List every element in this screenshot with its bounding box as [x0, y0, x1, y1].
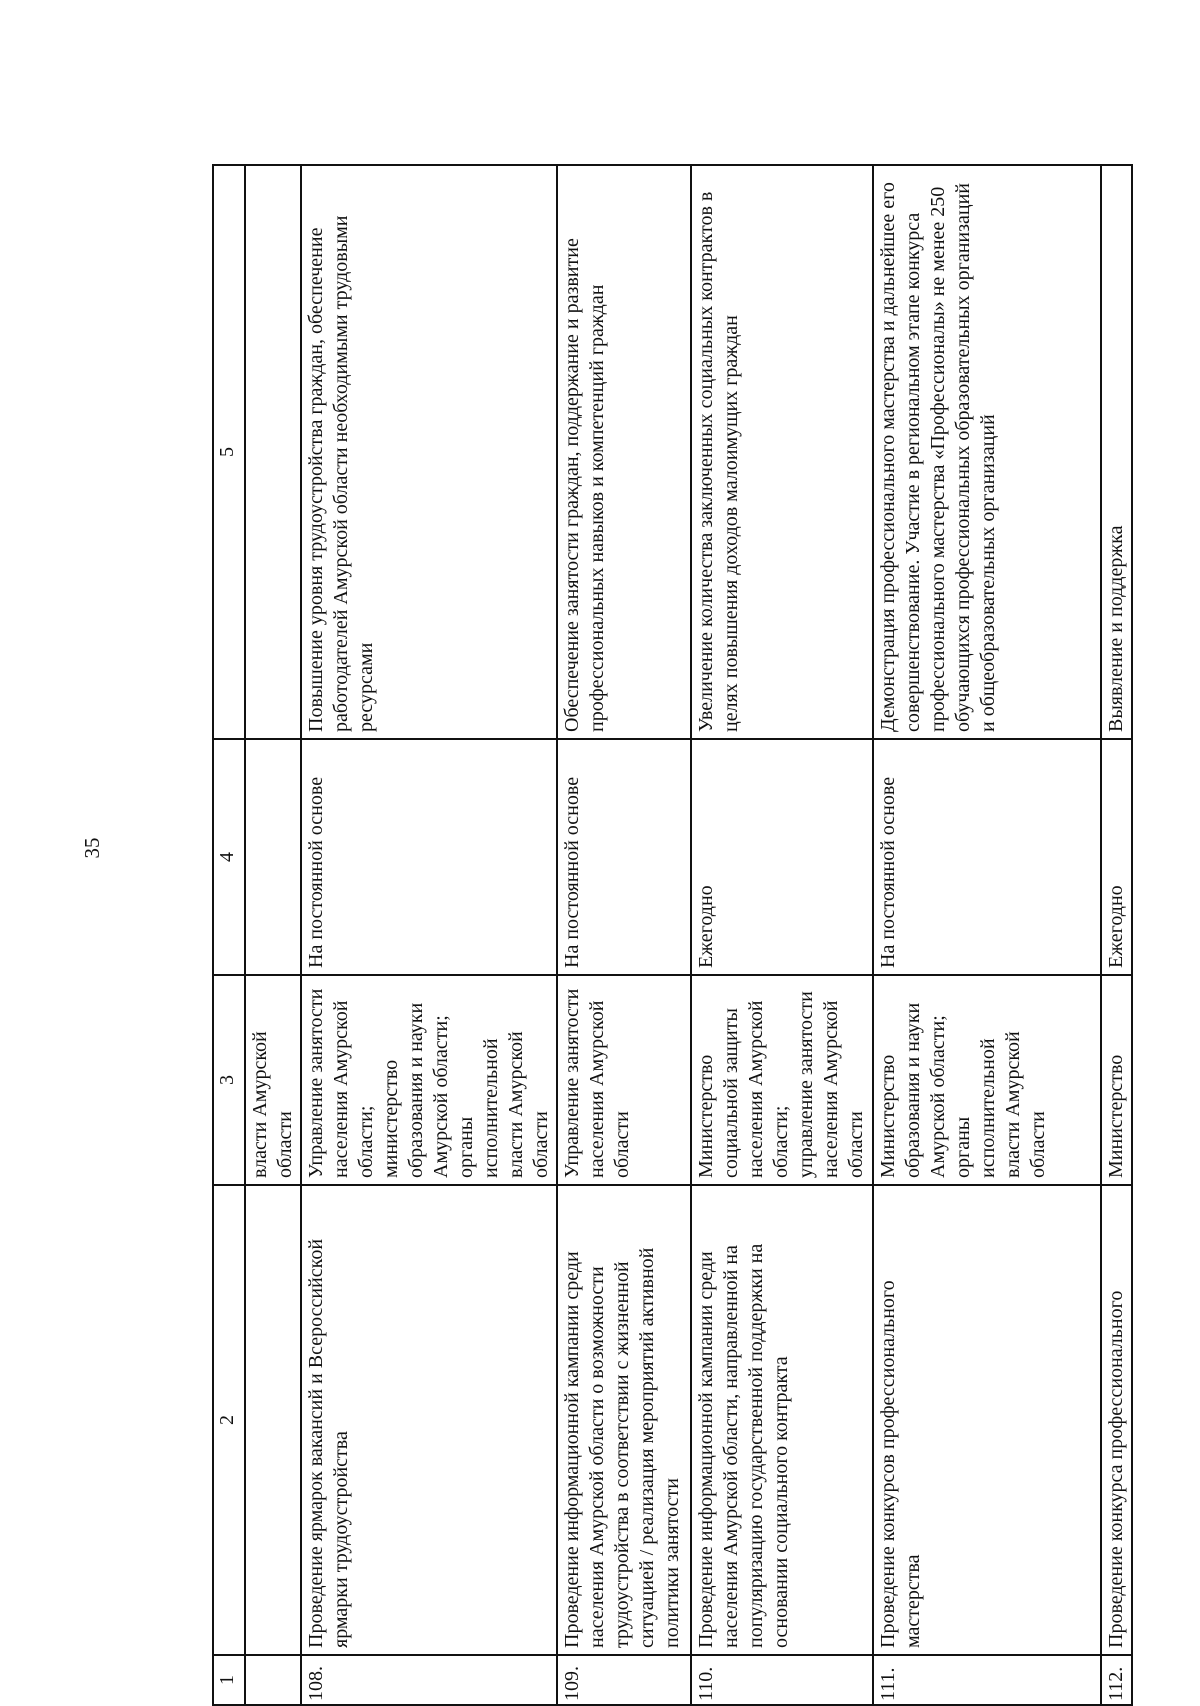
table-row [1101, 165, 1132, 1705]
row-number: 110. [691, 1655, 873, 1705]
term-cell: Ежегодно [691, 739, 873, 975]
table-row [557, 165, 691, 1705]
activity-cell: Проведение конкурса профессионального [1101, 1185, 1132, 1655]
activity-cell: Проведение информационной кампании среди населения Амурской области о возможности трудоустройства в соответствии с жизненной ситуацией / реализация мероприятий активной политики занятости [557, 1185, 691, 1655]
term-cell: На постоянной основе [557, 739, 691, 975]
rotated-document [212, 166, 1152, 1706]
activity-cell: Проведение информационной кампании среди населения Амурской области, направленной на популяризацию государственной поддержки на основании социального контракта [691, 1185, 873, 1655]
result-cell [245, 165, 301, 739]
table-row [245, 165, 301, 1705]
header-cell-1: 1 [213, 1655, 245, 1705]
table-row [873, 165, 1101, 1705]
term-cell [245, 739, 301, 975]
executor-cell: власти Амурской области [245, 975, 301, 1185]
result-cell: Демонстрация профессионального мастерства и дальнейшее его совершенствование. Участие в региональном этапе конкурса профессионального мастерства «Профессионалы» не менее 250 обучающихся профессиональных образовательных организаций и общеобразовательных организаций [873, 165, 1101, 739]
header-cell-2: 2 [213, 1185, 245, 1655]
row-number: 111. [873, 1655, 1101, 1705]
page-number: 35 [80, 837, 104, 859]
table-row [301, 165, 557, 1705]
result-cell: Обеспечение занятости граждан, поддержание и развитие профессиональных навыков и компетенций граждан [557, 165, 691, 739]
measures-table [212, 164, 1133, 1706]
term-cell: На постоянной основе [873, 739, 1101, 975]
activity-cell: Проведение конкурсов профессионального мастерства [873, 1185, 1101, 1655]
row-number: 112. [1101, 1655, 1132, 1705]
header-cell-5: 5 [213, 165, 245, 739]
header-row [213, 165, 245, 1705]
result-cell: Повышение уровня трудоустройства граждан, обеспечение работодателей Амурской области необходимыми трудовыми ресурсами [301, 165, 557, 739]
executor-cell: Министерство социальной защиты населения Амурской области; управление занятости населения Амурской области [691, 975, 873, 1185]
term-cell: Ежегодно [1101, 739, 1132, 975]
table-row [691, 165, 873, 1705]
activity-cell: Проведение ярмарок вакансий и Всероссийской ярмарки трудоустройства [301, 1185, 557, 1655]
term-cell: На постоянной основе [301, 739, 557, 975]
row-number [245, 1655, 301, 1705]
header-cell-4: 4 [213, 739, 245, 975]
row-number: 108. [301, 1655, 557, 1705]
activity-cell [245, 1185, 301, 1655]
executor-cell: Управление занятости населения Амурской области [557, 975, 691, 1185]
result-cell: Выявление и поддержка [1101, 165, 1132, 739]
executor-cell: Управление занятости населения Амурской области; министерство образования и науки Амурской области; органы исполнительной власти Амурской области [301, 975, 557, 1185]
header-cell-3: 3 [213, 975, 245, 1185]
row-number: 109. [557, 1655, 691, 1705]
executor-cell: Министерство образования и науки Амурской области; органы исполнительной власти Амурской области [873, 975, 1101, 1185]
result-cell: Увеличение количества заключенных социальных контрактов в целях повышения доходов малоимущих граждан [691, 165, 873, 739]
executor-cell: Министерство [1101, 975, 1132, 1185]
